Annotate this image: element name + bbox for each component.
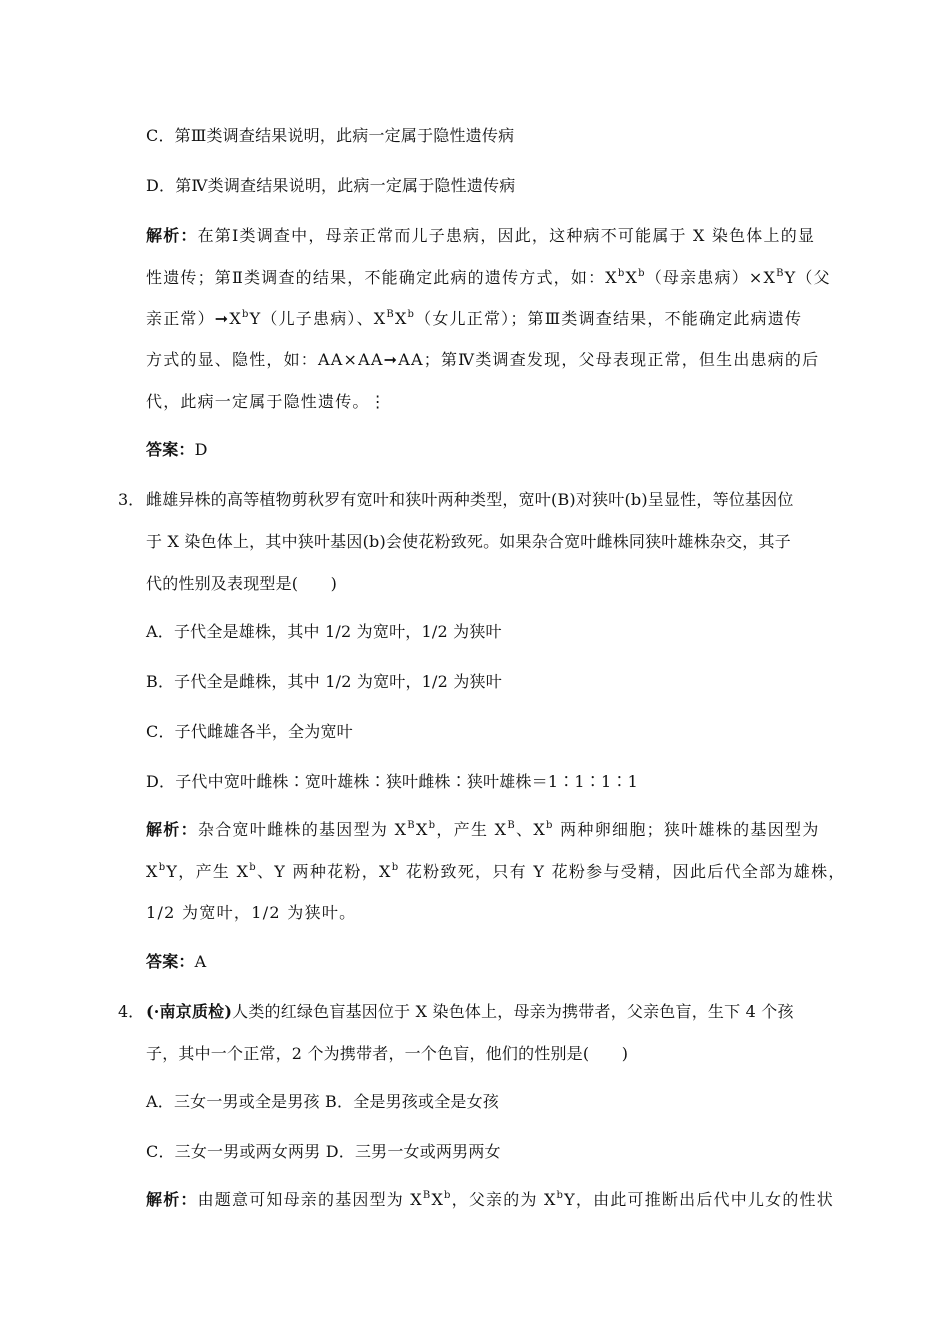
question-number: 3． xyxy=(118,490,145,509)
option-b: B．子代全是雌株，其中 1/2 为宽叶，1/2 为狭叶 xyxy=(146,672,502,691)
analysis-line: 解析：在第Ⅰ类调查中，母亲正常而儿子患病，因此，这种病不可能属于 X 染色体上的显 xyxy=(146,226,816,245)
analysis-line: 代，此病一定属于隐性遗传。⋮ xyxy=(146,392,387,411)
option-c: C．子代雌雄各半，全为宽叶 xyxy=(146,722,353,741)
analysis-label: 解析： xyxy=(146,226,198,245)
genotype: $X^b$ xyxy=(533,820,554,839)
option-cd: C．三女一男或两女两男 D．三男一女或两男两女 xyxy=(146,1142,501,1161)
analysis-line: $X^bY$，产生 $X^b$、Y 两种花粉，$X^b$ 花粉致死，只有 Y 花粉参与受精，因此后代全部为雄株， xyxy=(146,862,846,881)
answer-line: 答案：A xyxy=(146,952,207,971)
question-text: 代的性别及表现型是( ) xyxy=(146,574,338,593)
option-c-prev: C．第Ⅲ类调查结果说明，此病一定属于隐性遗传病 xyxy=(146,126,515,145)
genotype: $X^BY$ xyxy=(763,268,797,287)
answer-value: A xyxy=(194,952,207,971)
answer-line: 答案：D xyxy=(146,440,208,459)
option-d-prev: D．第Ⅳ类调查结果说明，此病一定属于隐性遗传病 xyxy=(146,176,516,195)
genotype: $X^bY$ xyxy=(146,862,179,881)
genotype: $X^bY$ xyxy=(543,1190,576,1209)
analysis-line: 方式的显、隐性，如：AA×AA➞AA；第Ⅳ类调查发现，父母表现正常，但生出患病的后 xyxy=(146,350,820,369)
genotype: $X^BX^b$ xyxy=(373,309,416,328)
answer-value: D xyxy=(194,440,208,459)
question-number: 4． xyxy=(118,1002,145,1021)
genotype: $X^b$ xyxy=(236,862,257,881)
analysis-line: 解析：由题意可知母亲的基因型为 $X^BX^b$，父亲的为 $X^bY$，由此可推断出后代中儿女的性状 xyxy=(146,1190,834,1209)
question-text: (·南京质检)人类的红绿色盲基因位于 X 染色体上，母亲为携带者，父亲色盲，生下 4 个孩 xyxy=(146,1002,794,1021)
question-source: (·南京质检) xyxy=(146,1002,233,1021)
genotype: $X^BX^b$ xyxy=(410,1190,452,1209)
genotype: $X^b$ xyxy=(379,862,400,881)
option-a: A．子代全是雄株，其中 1/2 为宽叶，1/2 为狭叶 xyxy=(146,622,502,641)
genotype: $X^BX^b$ xyxy=(394,820,437,839)
analysis-line: 1/2 为宽叶，1/2 为狭叶。 xyxy=(146,903,357,922)
analysis-line: 性遗传；第Ⅱ类调查的结果，不能确定此病的遗传方式，如：$X^bX^b$（母亲患病）$\times X^BY$（父 xyxy=(146,268,831,287)
question-text: 子，其中一个正常，2 个为携带者，一个色盲，他们的性别是( ) xyxy=(146,1044,629,1063)
genotype: $X^bX^b$ xyxy=(605,268,646,287)
analysis-line: 解析：杂合宽叶雌株的基因型为 $X^BX^b$，产生 $X^B$、$X^b$ 两种卵细胞；狭叶雄株的基因型为 xyxy=(146,820,820,839)
genotype: $X^bY$ xyxy=(229,309,262,328)
question-text: 雌雄异株的高等植物剪秋罗有宽叶和狭叶两种类型，宽叶(B)对狭叶(b)呈显性，等位基因位 xyxy=(146,490,794,509)
analysis-line: 亲正常）$➞X^bY$（儿子患病）、$X^BX^b$（女儿正常）；第Ⅲ类调查结果，不能确定此病遗传 xyxy=(146,309,803,328)
option-ab: A．三女一男或全是男孩 B．全是男孩或全是女孩 xyxy=(146,1092,499,1111)
option-d: D．子代中宽叶雌株∶宽叶雄株∶狭叶雌株∶狭叶雄株＝1∶1∶1∶1 xyxy=(146,772,638,791)
genotype: $X^B$ xyxy=(494,820,517,839)
question-text: 于 X 染色体上，其中狭叶基因(b)会使花粉致死。如果杂合宽叶雌株同狭叶雄株杂交，其子 xyxy=(146,532,791,551)
